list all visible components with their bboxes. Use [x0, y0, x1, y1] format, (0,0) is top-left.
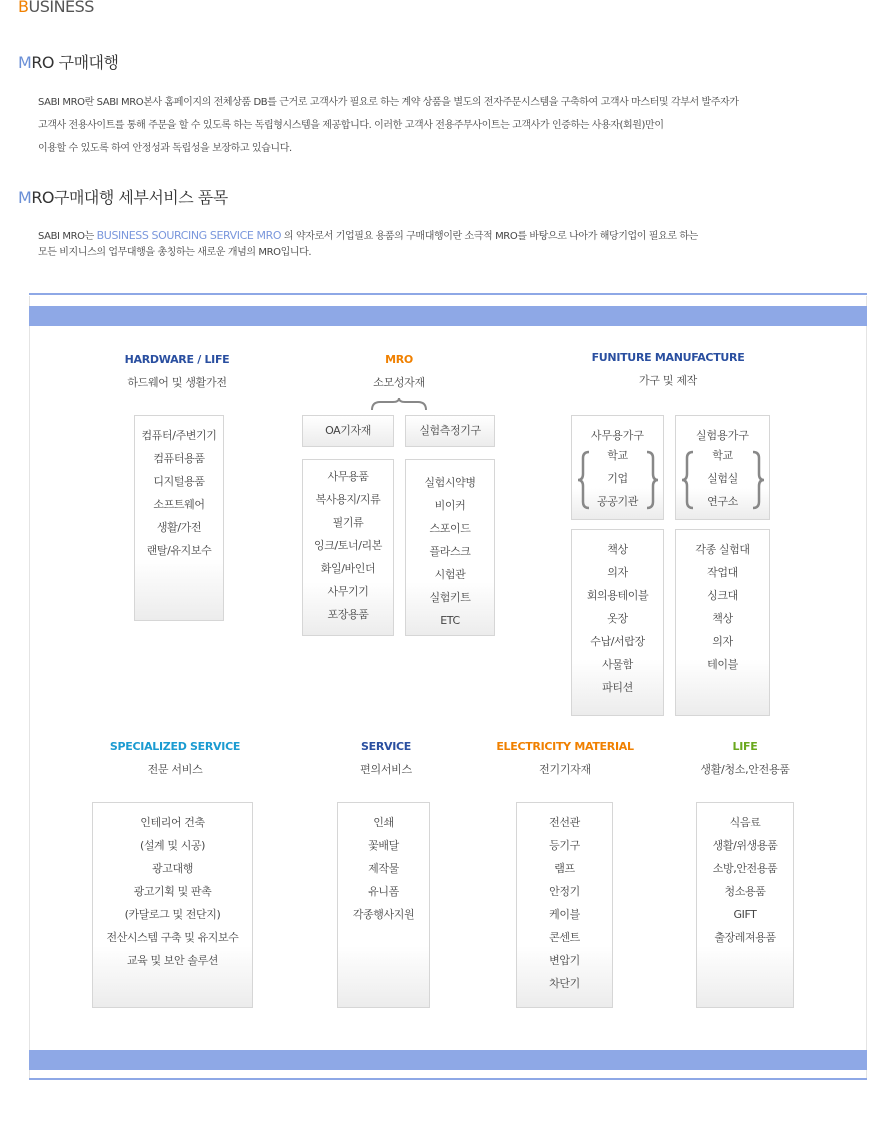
list-item: 필기류 — [332, 516, 364, 529]
right-brace-icon — [751, 450, 765, 510]
list-item: 차단기 — [549, 977, 580, 990]
description-line: SABI MRO란 SABI MRO본사 홈페이지의 전체상품 DB를 근거로 고객사가 필요로 하는 계약 상품을 별도의 전자주문시스템을 구축하여 고객사 마스터및 각부서 발주자가 — [38, 97, 739, 108]
list-item: 플라스크 — [429, 545, 471, 558]
category-life — [690, 740, 800, 777]
category-service — [336, 740, 436, 777]
list-item: 사무기기 — [327, 585, 369, 598]
top-banner-bar — [29, 306, 867, 326]
hardware-items-box — [134, 415, 224, 621]
specialized-items-box — [92, 802, 253, 1008]
section-heading-services: MRO구매대행 세부서비스 품목 — [18, 188, 228, 207]
list-item: 소방,안전용품 — [712, 862, 778, 875]
category-specialized — [98, 740, 252, 777]
list-item: 실험실 — [707, 472, 738, 485]
bottom-rule — [29, 1078, 867, 1080]
list-item: 청소용품 — [724, 885, 766, 898]
list-item: 테이블 — [707, 658, 738, 671]
highlight-text: BUSINESS SOURCING SERVICE MRO — [96, 229, 282, 242]
category-title: SPECIALIZED SERVICE — [109, 740, 241, 753]
list-item: 수납/서랍장 — [590, 635, 645, 648]
list-item: 제작물 — [368, 862, 399, 875]
page-title: BUSINESS — [18, 0, 94, 16]
list-item: 인테리어 건축 — [140, 816, 205, 829]
lab-items-box — [405, 459, 495, 636]
list-item: 램프 — [554, 862, 575, 875]
section-mro-description — [38, 91, 739, 160]
list-item: 컴퓨터/주변기기 — [141, 429, 217, 442]
list-item: 케이블 — [549, 908, 580, 921]
category-electricity — [490, 740, 640, 777]
list-item: 각종 실험대 — [695, 543, 750, 556]
office-furniture-box — [571, 415, 664, 520]
list-item: 소프트웨어 — [153, 498, 205, 511]
list-item: 전선관 — [549, 816, 580, 829]
category-title: MRO — [385, 353, 413, 366]
list-item: 잉크/토너/리본 — [314, 539, 382, 552]
list-item: 각종행사지원 — [352, 908, 415, 921]
category-hardware — [118, 353, 236, 390]
category-mro — [340, 353, 458, 390]
office-furniture-list-box — [571, 529, 664, 716]
list-item: 랜탈/유지보수 — [146, 544, 212, 557]
list-item: 생활/가전 — [156, 521, 202, 534]
list-item: 화일/바인더 — [320, 562, 376, 575]
lab-furniture-box — [675, 415, 770, 520]
electricity-items-box — [516, 802, 613, 1008]
description-line: 모든 비지니스의 업무대행을 총칭하는 새로운 개념의 MRO입니다. — [38, 247, 312, 258]
list-item: 스포이드 — [429, 522, 471, 535]
list-item: 출장레져용품 — [714, 931, 776, 944]
list-item: ETC — [440, 614, 460, 627]
description-line: 이용할 수 있도록 하여 안정성과 독립성을 보장하고 있습니다. — [38, 143, 292, 154]
category-subtitle: 전문 서비스 — [147, 763, 203, 776]
tab-lab-instruments: 실험측정기구 — [405, 415, 495, 447]
service-items-box — [337, 802, 430, 1008]
section-services-description — [38, 228, 698, 261]
list-item: 책상 — [712, 612, 733, 625]
list-item: 디지털용품 — [153, 475, 205, 488]
list-item: 싱크대 — [707, 589, 738, 602]
lab-furniture-list-box — [675, 529, 770, 716]
list-item: 회의용테이블 — [586, 589, 649, 602]
top-rule — [29, 293, 867, 295]
list-item: 기업 — [607, 472, 628, 485]
list-item: 변압기 — [549, 954, 580, 967]
list-item: 학교 — [607, 449, 628, 462]
category-subtitle: 전기기자재 — [539, 763, 591, 776]
list-item: 꽃배달 — [368, 839, 399, 852]
list-item: 복사용지/지류 — [315, 493, 381, 506]
category-subtitle: 하드웨어 및 생활가전 — [127, 376, 227, 389]
category-furniture — [590, 351, 746, 388]
description-line: 고객사 전용사이트를 통해 주문을 할 수 있도록 하는 독립형시스템을 제공합니다. 이러한 고객사 전용주무사이트는 고객사가 인증하는 사용자(회원)만이 — [38, 120, 664, 131]
office-furniture-title: 사무용가구 — [590, 429, 645, 442]
list-item: 포장용품 — [327, 608, 369, 621]
list-item: 책상 — [607, 543, 628, 556]
list-item: 시험관 — [434, 568, 466, 581]
list-item: (설계 및 시공) — [139, 839, 206, 852]
list-item: 등기구 — [549, 839, 580, 852]
list-item: 공공기관 — [597, 495, 638, 508]
section-heading-mro: MRO 구매대행 — [18, 53, 119, 72]
list-item: 컴퓨터용품 — [153, 452, 205, 465]
list-item: 실험시약병 — [424, 476, 476, 489]
left-brace-icon — [681, 450, 695, 510]
list-item: 광고대행 — [152, 862, 193, 875]
description-line: SABI MRO는 BUSINESS SOURCING SERVICE MRO 의 약자로서 기업필요 용품의 구매대행이란 소극적 MRO를 바탕으로 나아가 해당기업이 필요로 하는 — [38, 229, 698, 242]
category-title: FUNITURE MANUFACTURE — [591, 351, 745, 364]
list-item: 사무용품 — [327, 470, 369, 483]
tab-oa-equipment: OA기자재 — [302, 415, 394, 447]
list-item: 실험키트 — [429, 591, 471, 604]
list-item: 유니폼 — [368, 885, 399, 898]
category-subtitle: 소모성자재 — [373, 376, 425, 389]
list-item: 콘센트 — [549, 931, 580, 944]
list-item: (카달로그 및 전단지) — [124, 908, 221, 921]
curly-brace-icon — [370, 398, 428, 412]
list-item: 파티션 — [602, 681, 633, 694]
right-brace-icon — [645, 450, 659, 510]
oa-items-box — [302, 459, 394, 636]
list-item: 식음료 — [729, 816, 761, 829]
category-title: ELECTRICITY MATERIAL — [496, 740, 634, 753]
list-item: 교육 및 보안 솔루션 — [126, 954, 219, 967]
list-item: 안정기 — [549, 885, 580, 898]
list-item: 인쇄 — [373, 816, 394, 829]
category-title: SERVICE — [361, 740, 411, 753]
category-title: HARDWARE / LIFE — [124, 353, 230, 366]
list-item: 학교 — [712, 449, 733, 462]
category-title: LIFE — [732, 740, 758, 753]
category-subtitle: 편의서비스 — [360, 763, 412, 776]
list-item: 비이커 — [434, 499, 466, 512]
lab-furniture-title: 실험용가구 — [695, 429, 750, 442]
list-item: 옷장 — [607, 612, 628, 625]
list-item: 광고기획 및 판촉 — [133, 885, 212, 898]
left-brace-icon — [577, 450, 591, 510]
list-item: 생활/위생용품 — [712, 839, 778, 852]
category-subtitle: 가구 및 제작 — [638, 374, 698, 387]
list-item: 의자 — [607, 566, 628, 579]
list-item: 사물함 — [602, 658, 633, 671]
list-item: GIFT — [733, 908, 757, 921]
list-item: 의자 — [712, 635, 733, 648]
category-subtitle: 생활/청소,안전용품 — [700, 763, 790, 776]
list-item: 작업대 — [707, 566, 738, 579]
bottom-banner-bar — [29, 1050, 867, 1070]
life-items-box — [696, 802, 794, 1008]
list-item: 전산시스템 구축 및 유지보수 — [106, 931, 239, 944]
list-item: 연구소 — [707, 495, 738, 508]
